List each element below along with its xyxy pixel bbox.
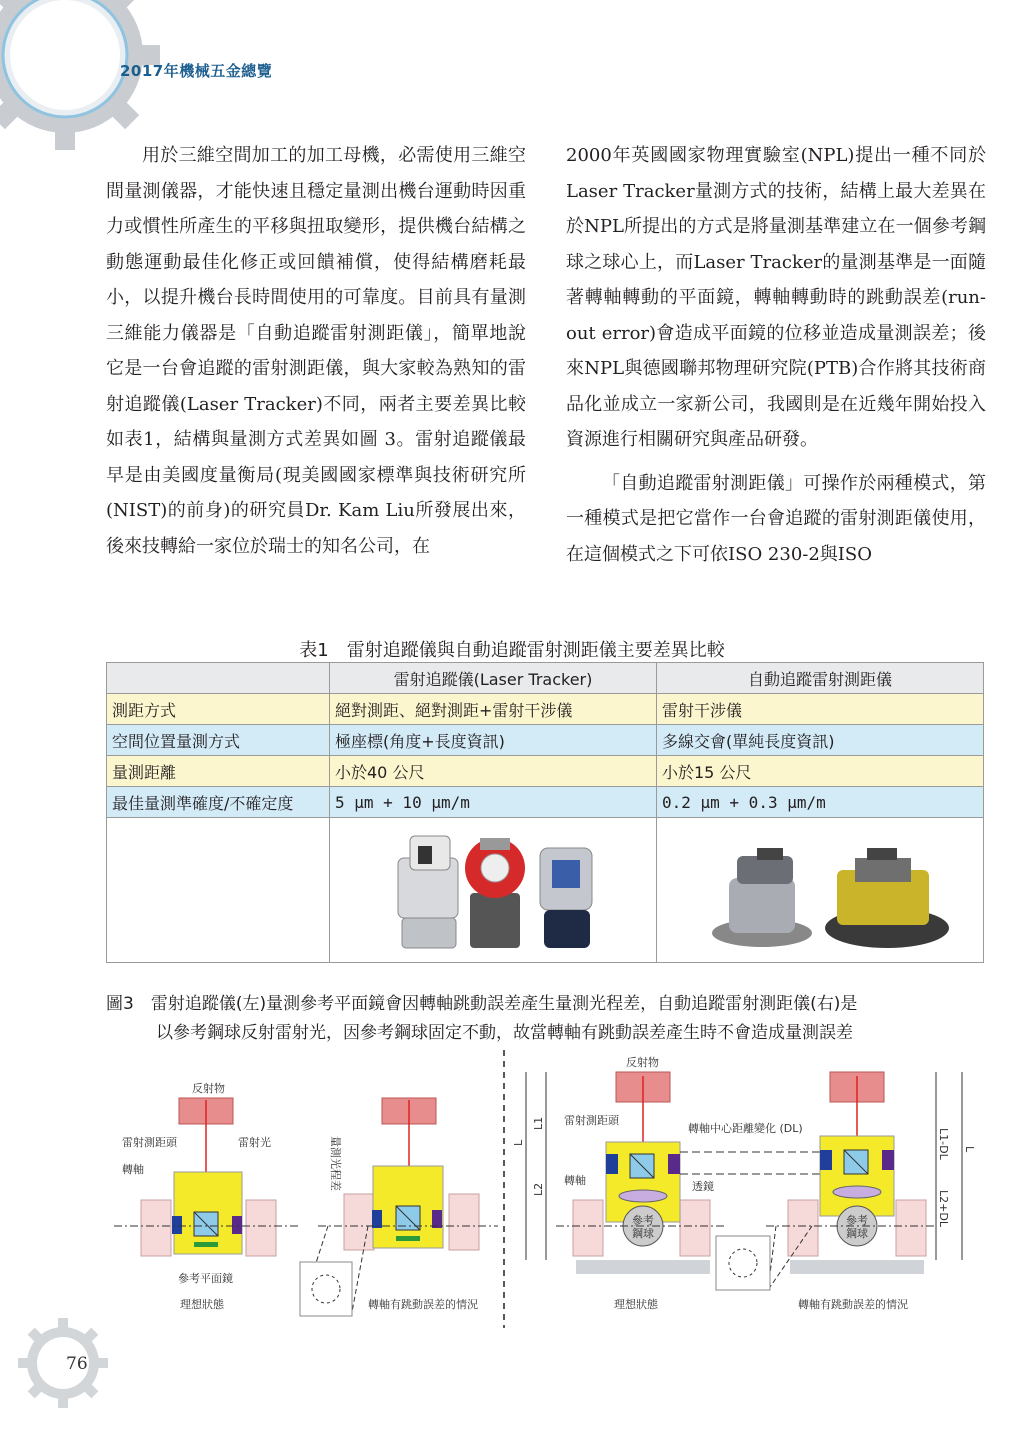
paragraph: 用於三維空間加工的加工母機，必需使用三維空間量測儀器，才能快速且穩定量測出機台運動時因重力或慣性所產生的平移與扭取變形，提供機台結構之動態運動最佳化修正或回饋補償，使得結構磨耗最小，以提升機台長時間使用的可靠度。目前具有量測三維能力儀器是「自動追蹤雷射測距儀」，簡單地說它是一台會追蹤的雷射測距儀，與大家較為熟知的雷射追蹤儀(Laser Tracker)不同，兩者主要差異比較如表1，結構與量測方式差異如圖 3。雷射追蹤儀最早是由美國度量衡局(現美國國家標準與技術研究所(NIST)的前身)的研究員Dr. Kam Liu所發展出來，後來技轉給一家位於瑞士的知名公司，在 [106, 145, 526, 557]
table-row [107, 725, 984, 756]
comparison-table [106, 662, 984, 963]
label-reflector: 反射物 [626, 1056, 659, 1069]
lens [619, 1190, 667, 1202]
table-cell: 小於40 公尺 [330, 756, 657, 787]
label-L: L [963, 1146, 976, 1153]
label-lens: 透鏡 [692, 1180, 714, 1193]
label-reflector: 反射物 [192, 1082, 225, 1095]
table-cell [330, 818, 657, 963]
row-label: 測距方式 [107, 694, 330, 725]
paragraph: 2000年英國國家物理實驗室(NPL)提出一種不同於Laser Tracker量測方式的技術，結構上最大差異在於NPL所提出的方式是將量測基準建立在一個參考鋼球之球心上，而Laser Tracker的量測基準是一面隨著轉軸轉動的平面鏡，轉軸轉動時的跳動誤差(run-out error)會造成平面鏡的位移並造成量測誤差；後來NPL與德國聯邦物理研究院(PTB)合作將其技術商品化並成立一家新公司，我國則是在近幾年開始投入資源進行相關研究與產品研發。 [566, 145, 986, 450]
label-ideal: 理想狀態 [614, 1298, 658, 1311]
axis-block [668, 1154, 680, 1174]
table-cell [656, 818, 983, 963]
label-runout: 轉軸有跳動誤差的情況 [368, 1298, 478, 1311]
rotary-shaft [680, 1200, 710, 1256]
rotary-shaft [344, 1194, 374, 1250]
axis-block [432, 1210, 442, 1228]
rotary-shaft [449, 1194, 479, 1250]
table-cell [107, 818, 330, 963]
table-cell: 絕對測距、絕對測距+雷射干涉儀 [330, 694, 657, 725]
laser-tracker-device-icon [540, 848, 592, 948]
label-ref-ball-2: 鋼球 [846, 1227, 868, 1240]
figure-3-diagram [106, 1050, 986, 1330]
axis-block [606, 1154, 618, 1174]
table-cell: 極座標(角度+長度資訊) [330, 725, 657, 756]
table-caption: 表1 雷射追蹤儀與自動追蹤雷射測距儀主要差異比較 [299, 640, 725, 661]
table-cell: 雷射干涉儀 [656, 694, 983, 725]
axis-block [882, 1150, 894, 1170]
figure-caption-line: 以參考鋼球反射雷射光，因參考鋼球固定不動，故當轉軸有跳動誤差產生時不會造成量測誤差 [156, 1023, 853, 1043]
axis-block [232, 1216, 242, 1234]
table-row [107, 694, 984, 725]
label-ref-ball-2: 鋼球 [632, 1227, 654, 1240]
table-image-row [107, 818, 984, 963]
rotary-shaft [573, 1200, 603, 1256]
laser-tracer-device-icon [712, 848, 812, 947]
table-cell: 0.2 μm + 0.3 μm/m [656, 787, 983, 818]
label-ref-ball-1: 參考 [632, 1214, 654, 1227]
row-label: 量測距離 [107, 756, 330, 787]
reference-mirror [396, 1236, 420, 1241]
label-center-change: 轉軸中心距離變化 (DL) [688, 1122, 803, 1135]
label-path-diff: 量測光程差 [329, 1136, 342, 1191]
label-laser-head: 雷射測距頭 [564, 1114, 619, 1127]
right-column [566, 138, 986, 572]
axis-block [172, 1216, 182, 1234]
laser-tracker-device-icon [465, 838, 525, 948]
rotary-shaft [246, 1200, 276, 1256]
label-laser-head: 雷射測距頭 [122, 1136, 177, 1149]
table-cell: 小於15 公尺 [656, 756, 983, 787]
paragraph: 「自動追蹤雷射測距儀」可操作於兩種模式，第一種模式是把它當作一台會追蹤的雷射測距儀使用，在這個模式之下可依ISO 230-2與ISO [566, 472, 986, 565]
header-title: 2017年機械五金總覽 [120, 62, 273, 80]
label-L2-plus-DL: L2+DL [937, 1190, 950, 1227]
table-header-row [107, 663, 984, 694]
laser-tracker-device-icon [398, 836, 458, 948]
label-axis: 轉軸 [564, 1174, 586, 1187]
label-L2: L2 [532, 1182, 545, 1196]
label-runout: 轉軸有跳動誤差的情況 [798, 1298, 908, 1311]
laser-tracer-runout [680, 1072, 976, 1311]
label-axis: 轉軸 [122, 1163, 144, 1176]
zoom-box [716, 1236, 770, 1290]
laser-tracker-runout [300, 1098, 498, 1316]
table-row [107, 787, 984, 818]
base-plate [576, 1260, 710, 1274]
reference-mirror [194, 1242, 218, 1247]
laser-tracker-ideal [114, 1081, 298, 1311]
gear-decoration-icon [18, 1318, 108, 1408]
rotary-shaft [896, 1200, 926, 1256]
label-laser-light: 雷射光 [238, 1136, 271, 1149]
table-header-cell [107, 663, 330, 694]
laser-tracker-photo [330, 818, 655, 958]
label-ideal: 理想狀態 [180, 1298, 224, 1311]
row-label: 最佳量測準確度/不確定度 [107, 787, 330, 818]
table-header-cell: 自動追蹤雷射測距儀 [656, 663, 983, 694]
label-ref-mirror: 參考平面鏡 [178, 1272, 233, 1285]
table-cell: 多線交會(單純長度資訊) [656, 725, 983, 756]
lens [833, 1186, 881, 1198]
label-L: L [512, 1139, 525, 1146]
table-header-cell: 雷射追蹤儀(Laser Tracker) [330, 663, 657, 694]
rotary-shaft [788, 1200, 818, 1256]
table-row [107, 756, 984, 787]
label-ref-ball-1: 參考 [846, 1214, 868, 1227]
label-L1-minus-DL: L1-DL [937, 1128, 950, 1160]
zoom-box [300, 1262, 352, 1316]
page-number: 76 [66, 1354, 88, 1374]
label-L1: L1 [532, 1116, 545, 1130]
table-cell: 5 μm + 10 μm/m [330, 787, 657, 818]
figure-caption-line: 圖3 雷射追蹤儀(左)量測參考平面鏡會因轉軸跳動誤差產生量測光程差，自動追蹤雷射測距儀(右)是 [106, 994, 858, 1014]
axis-block [820, 1150, 832, 1170]
laser-tracer-photo [657, 818, 982, 958]
row-label: 空間位置量測方式 [107, 725, 330, 756]
laser-head [820, 1136, 894, 1216]
rotary-shaft [141, 1200, 171, 1256]
base-plate [790, 1260, 924, 1274]
axis-block [372, 1210, 382, 1228]
laser-tracer-device-icon [825, 848, 949, 948]
left-column [106, 138, 526, 564]
figure-caption [106, 990, 986, 1048]
